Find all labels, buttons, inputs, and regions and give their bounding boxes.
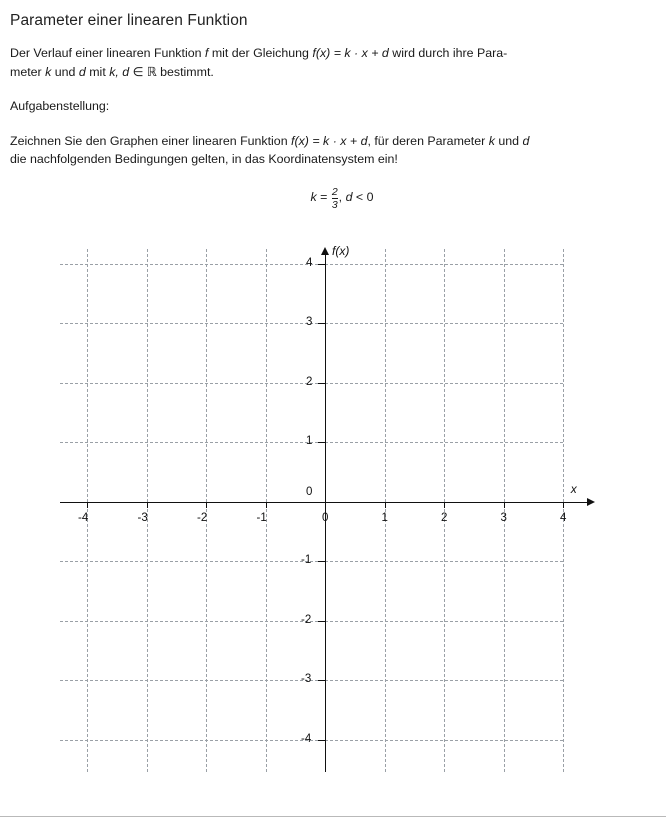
y-axis-label: -4 (301, 732, 312, 745)
x-axis-tick (87, 502, 88, 508)
x-axis-label: 3 (500, 511, 507, 524)
x-axis-tick (563, 502, 564, 508)
intro-text-5: und (51, 64, 79, 79)
x-axis-label: 2 (441, 511, 448, 524)
y-axis-tick (318, 264, 325, 265)
x-axis-label: 0 (322, 511, 329, 524)
y-axis-label: 1 (306, 435, 313, 447)
gridline-vertical (147, 249, 148, 773)
y-axis-tick (318, 680, 325, 681)
x-axis-label: 1 (381, 511, 388, 524)
intro-paragraph (10, 44, 650, 81)
intro-text-1: Der Verlauf einer linearen Funktion (10, 46, 205, 60)
coordinate-system (0, 229, 666, 769)
coordinate-grid (0, 229, 666, 769)
x-axis (60, 502, 587, 503)
y-axis-tick (318, 621, 325, 622)
x-axis-tick (504, 502, 505, 508)
intro-equation: f(x) = k · x + d (312, 46, 389, 60)
y-axis-tick (318, 323, 325, 324)
task-text-4: die nachfolgenden Bedingungen gelten, in das Koordinatensystem ein! (10, 152, 398, 166)
gridline-horizontal (60, 740, 563, 741)
intro-text-3: wird durch ihre Para- (388, 46, 508, 60)
x-axis-label: -2 (197, 511, 208, 524)
condition-less-than: < (355, 189, 364, 204)
fraction-numerator: 2 (331, 185, 338, 198)
y-axis-label: 4 (306, 256, 313, 269)
document-page (0, 12, 666, 823)
y-axis-label: -1 (301, 554, 312, 566)
x-axis-label: -3 (137, 511, 148, 524)
condition-fraction (332, 187, 338, 211)
condition-d-value: 0 (366, 189, 374, 204)
y-axis-tick (318, 740, 325, 741)
gridline-vertical (206, 249, 207, 773)
intro-f: f (204, 46, 209, 60)
y-axis-label: 2 (306, 375, 313, 388)
intro-text-6: mit (85, 64, 110, 79)
y-axis-name: f(x) (332, 243, 350, 258)
intro-set: ∈ ℝ (129, 64, 161, 79)
intro-text-7: bestimmt. (160, 64, 214, 79)
condition-separator: , (338, 189, 343, 204)
intro-kd: k, d (109, 64, 130, 79)
intro-k: k (45, 64, 52, 79)
gridline-vertical (87, 249, 88, 773)
task-text-3: und (494, 133, 523, 148)
y-axis-tick (318, 383, 325, 384)
task-heading: Aufgabenstellung: (10, 99, 110, 113)
task-text-2: , für deren Parameter (367, 133, 489, 148)
condition-k: k (310, 189, 317, 204)
x-axis-tick (147, 502, 148, 508)
y-axis-label: 0 (306, 485, 313, 498)
intro-d: d (78, 64, 86, 79)
task-k: k (488, 133, 495, 148)
gridline-horizontal (60, 621, 563, 622)
gridline-horizontal (60, 680, 563, 681)
x-axis-tick (266, 502, 267, 508)
y-axis-label: -2 (301, 613, 312, 626)
page-title: Parameter einer linearen Funktion (10, 12, 248, 29)
x-axis-label: 4 (560, 511, 567, 524)
y-axis-tick (318, 561, 325, 562)
gridline-vertical (504, 249, 505, 773)
gridline-vertical (266, 249, 267, 773)
y-axis-arrow-icon (321, 247, 329, 255)
x-axis-label: -1 (256, 511, 267, 524)
x-axis-tick (444, 502, 445, 508)
task-paragraph (10, 132, 650, 169)
intro-text-4: meter (10, 64, 46, 79)
y-axis-tick (318, 442, 325, 443)
footer-divider (0, 816, 666, 817)
intro-text-2: mit der Gleichung (208, 46, 313, 60)
gridline-horizontal (60, 561, 563, 562)
task-d: d (522, 133, 530, 148)
x-axis-label: -4 (78, 511, 89, 524)
y-axis-label: 3 (306, 316, 313, 328)
fraction-denominator: 3 (331, 198, 338, 211)
x-axis-name: x (570, 481, 577, 496)
y-axis-label: -3 (301, 673, 312, 685)
gridline-vertical (563, 249, 564, 773)
x-axis-tick (385, 502, 386, 508)
gridline-vertical (385, 249, 386, 773)
condition-equals: = (320, 189, 328, 204)
x-axis-tick (206, 502, 207, 508)
task-equation: f(x) = k · x + d (291, 133, 368, 148)
task-text-1: Zeichnen Sie den Graphen einer linearen Funktion (10, 133, 292, 148)
x-axis-arrow-icon (587, 498, 595, 506)
condition-d: d (345, 189, 353, 204)
condition-formula (8, 187, 658, 211)
gridline-vertical (444, 249, 445, 773)
